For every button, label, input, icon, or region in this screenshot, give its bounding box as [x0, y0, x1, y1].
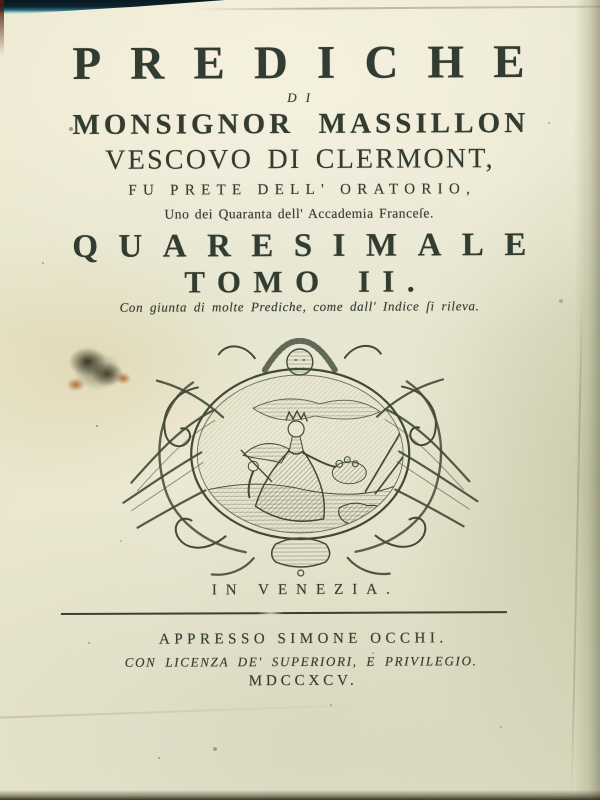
volume-number: TOMO II. [184, 263, 428, 300]
edition-note: Con giunta di molte Prediche, come dall' Indice ſi rileva. [119, 298, 480, 315]
author-role: FU PRETE DELL' ORATORIO, [128, 181, 477, 199]
binding-edge-left [0, 0, 4, 55]
series-title: QUARESIMALE [72, 226, 547, 265]
imprint-year: MDCCXCV. [248, 672, 358, 690]
rococo-cartouche-engraving-icon [103, 329, 498, 579]
author-name: MONSIGNOR MASSILLON [72, 106, 530, 141]
main-title: PREDICHE [72, 35, 554, 90]
scan-edge-bottom [0, 790, 600, 800]
imprint-place: IN VENEZIA. [211, 581, 399, 599]
page-edge-right [574, 0, 600, 800]
preposition-di: DI [287, 89, 320, 106]
author-honor: Uno dei Quaranta dell' Accademia Franceſe. [164, 205, 434, 222]
imprint-license: CON LICENZA DE' SUPERIORI, E PRIVILEGIO. [124, 653, 478, 670]
imprint-publisher: APPRESSO SIMONE OCCHI. [158, 630, 448, 648]
author-title: VESCOVO DI CLERMONT, [105, 143, 495, 176]
imprint-divider-rule [61, 611, 507, 615]
